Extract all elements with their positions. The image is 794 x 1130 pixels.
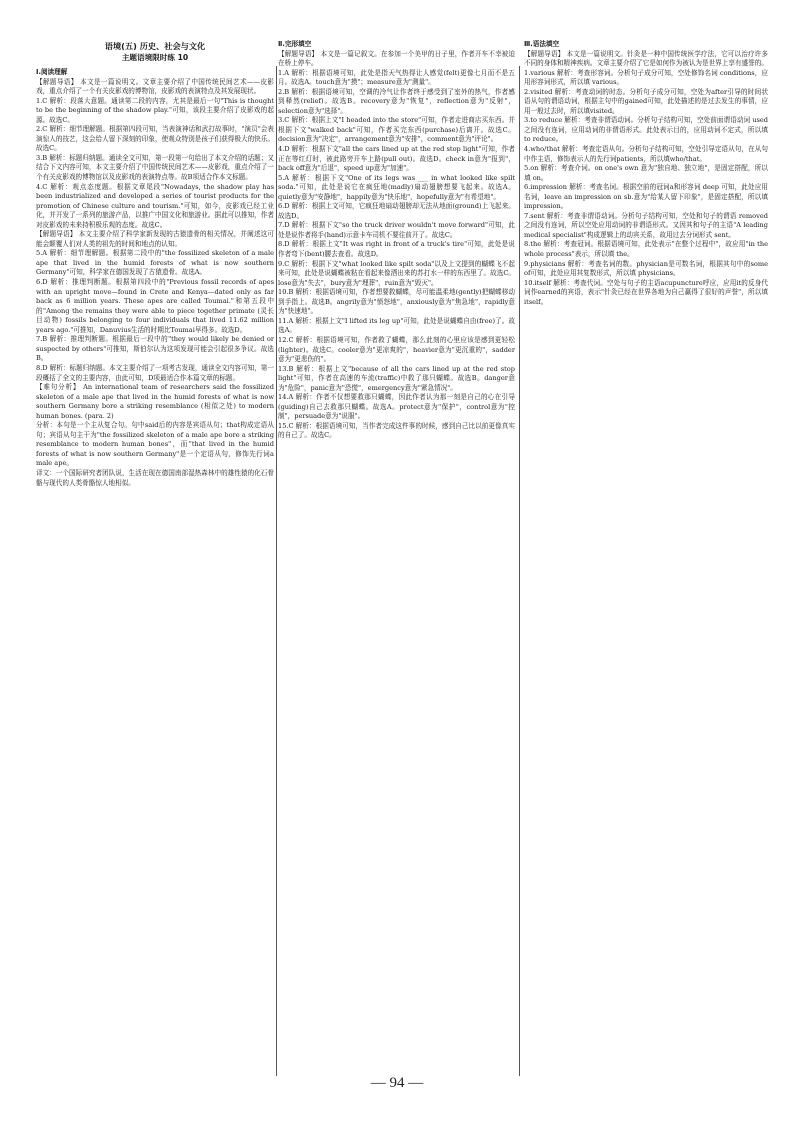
answer-paragraph: 1.C 解析：段落大意题。通读第二段的内容，尤其是最后一句"This is thought to be the beginning of the shadow play."可知，该段主要介绍了皮影戏的起源。故选C。 <box>36 96 274 124</box>
column-cloze <box>278 40 515 710</box>
answer-paragraph: 10.itself 解析：考查代词。空处与句子的主语acupuncture呼应，应用it的反身代词作earned的宾语，表示"针灸已经在世界各地为自己赢得了很好的声誉"，所以填 itself。 <box>524 278 768 306</box>
answer-paragraph: 10.B 解析：根据语境可知，作者想要救蝴蝶，尽可能温柔地(gently)把蝴蝶移动到手指上。故选B。angrily意为"愤怒地"，anxiously意为"焦急地"，rapidly意为"快速地"。 <box>278 288 515 316</box>
part-title: Ⅰ.阅读理解 <box>36 68 68 76</box>
answer-paragraph: 9.physicians 解析：考查名词的数。physician是可数名词，根据其句中的some of可知，此处应用其复数形式，所以填 physicians。 <box>524 259 768 278</box>
answer-paragraph: 7.B 解析：推理判断题。根据最后一段中的"they would likely be denied or suspected by others"可推知，斯伯尔认为这项发现可能会引起很多争议。故选B。 <box>36 335 274 363</box>
answer-paragraph: 译文：一个国际研究者团队说，生活在现在德国南部湿热森林中的雄性猿的化石骨骼与现代的人类骨骼惊人地相似。 <box>36 468 274 487</box>
answer-paragraph: 2.B 解析：根据语境可知，空调的冷气让作者终于感受到了室外的热气，作者感到释然(relief)。故选B。recovery意为"恢复"，reflection意为"反射"，selection意为"选择"。 <box>278 87 515 115</box>
answer-paragraph: 15.C 解析：根据语境可知，当作者完成这件事的时候，感到自己比以前更像真实的自己了。故选C。 <box>278 421 515 440</box>
answer-paragraph: 【解题导语】 本文是一篇说明文。文章主要介绍了中国传统民间艺术——皮影戏，重点介绍了一个有关皮影戏的博物馆，皮影戏的表演特点及其发展现状。 <box>36 77 274 96</box>
section-heading: 语境(五) 历史、社会与文化 <box>104 41 206 51</box>
section-subheading: 主题语境限时练 10 <box>121 53 189 62</box>
column-reading <box>36 40 274 740</box>
answer-paragraph: 2.C 解析：细节理解题。根据第四段可知，当表演神话和武打故事时，"演员"会表演惊人的技艺，这会给人留下深刻的印象，使观众特别是孩子们获得极大的快乐。故选C。 <box>36 125 274 153</box>
answer-paragraph: 7.D 解析：根据下文"so the truck driver wouldn't move forward"可知，此处是说作者将手(hand)示意卡车司机不要往前开了。故选C。 <box>278 221 515 239</box>
column-divider-right <box>519 66 520 1076</box>
answer-paragraph: 2.visited 解析：考查动词的时态。分析句子成分可知，空处为after引导的时间状语从句的谓语动词，根据主句中的gained可知，此处描述的是过去发生的事情，应用一般过去时，所以填visited。 <box>524 87 768 115</box>
answer-paragraph: 6.D 解析：根据上文可知，它疯狂地扇动翅膀却无法从地面(ground)上飞起来。故选D。 <box>278 202 515 220</box>
answer-paragraph: 11.A 解析：根据上文"I lifted its leg up"可知，此处是说蝴蝶自由(free)了。故选A。 <box>278 316 515 335</box>
answer-paragraph: 5.on 解析：考查介词。on one's own 意为"独自地、独立地"，是固定搭配，所以填 on。 <box>524 164 768 182</box>
column-grammar <box>524 40 768 510</box>
answer-paragraph: 4.C 解析：观点态度题。根据文章尾段"Nowadays, the shadow play has been industrialized and developed a series of tourist products for the promotion of Chinese culture and tourism."可知，如今，皮影戏已经工业化，并开发了一系列的旅游产品，以推广中国文化和旅游业。据此可以推知，作者对皮影戏的未来持积极乐观的态度。故选C。 <box>36 182 274 229</box>
answer-paragraph: 4.D 解析：根据下文"all the cars lined up at the red stop light"可知，作者正在等红灯时，被此路旁开车上路(pull out)。故选D。check in意为"报到"，back off意为"后退"，speed up意为"加速"。 <box>278 145 515 173</box>
answer-paragraph: 【难句分析】 An international team of researchers said the fossilized skeleton of a male ape that lived in the humid forests of what is now southern Germany bore a striking resemblance (相似之处) to modern human bones. (para. 2) <box>36 383 274 420</box>
answer-paragraph: 6.D 解析：推理判断题。根据第四段中的"Previous fossil records of apes with an upright move—found in Crete and Kenya—dated only as far back as 6 million years. These apes are called Toumai."和第五段中的"Among the remains they were able to piece together primate (灵长目动物) fossils belonging to four individuals that lived 11.62 million years ago."可推知，Danuvius生活的时期比Toumai早得多。故选D。 <box>36 278 274 334</box>
answer-paragraph: 【解题导语】 本文是一篇记叙文。在参加一个美甲的日子里，作者开车不幸被迫在桥上停车。 <box>278 49 515 68</box>
part-title: Ⅱ.完形填空 <box>278 40 312 48</box>
part-title: Ⅲ.语法填空 <box>524 40 560 48</box>
answer-paragraph: 3.C 解析：根据上文"I headed into the store"可知，作者走进商店买东西。并根据下文"walked back"可知，作者买完东西(purchase)后离开。故选C。decision意为"决定"，arrangement意为"安排"，comment意为"评论"。 <box>278 116 515 144</box>
answer-paragraph: 9.C 解析：根据下文"what looked like spilt soda"以及上文提到的蝴蝶飞不起来可知，此处是说蝴蝶被粘在看起来像洒出来的苏打水一样的东西里了。故选C。lose意为"失去"，bury意为"埋葬"，ruin意为"毁灭"。 <box>278 259 515 287</box>
answer-paragraph: 13.B 解析：根据上文"because of all the cars lined up at the red stop light"可知，作者在高速的车流(traffic)中救了那只蝴蝶。故选B。danger意为"危险"，panic意为"恐慌"，emergency意为"紧急情况"。 <box>278 364 515 392</box>
answer-paragraph: 7.sent 解析：考查非谓语动词。分析句子结构可知，空处和句子的谓语 removed 之间没有连词，所以空处应用动词的非谓语形式。又因其和句子的主语"A leading medical specialist"构成逻辑上的动宾关系，故用过去分词形式 sent。 <box>524 211 768 239</box>
answer-paragraph: 5.A 解析：根据下文"One of its legs was ___ in what looked like spilt soda."可知，此处是说它在疯狂地(madly)扇动翅膀想要飞起来。故选A。quietly意为"安静地"，happily意为"快乐地"，hopefully意为"有希望地"。 <box>278 173 515 201</box>
answer-paragraph: 3.B 解析：标题归纳题。通读全文可知，第一段第一句给出了本文介绍的话题；又结合下文内容可知，本文主要介绍了中国传统民间艺术——皮影戏，重点介绍了一个有关皮影戏的博物馆以及皮影戏的表演特点等。故B项适合作本文标题。 <box>36 153 274 182</box>
answer-paragraph: 8.D 解析：标题归纳题。本文主要介绍了一项考古发现，通读全文内容可知，第一段概括了全文的主要内容，由此可知，D项最适合作本篇文章的标题。 <box>36 363 274 382</box>
answer-paragraph: 8.D 解析：根据上文"It was right in front of a truck's tire"可知，此处是说作者弯下(bent)腰去查看。故选D。 <box>278 240 515 259</box>
answer-paragraph: 5.A 解析：细节理解题。根据第二段中的"the fossilized skeleton of a male ape that lived in the humid forests of what is now southern Germany"可知，科学家在德国发现了古猿遗骨。故选A。 <box>36 249 274 277</box>
answer-paragraph: 3.to reduce 解析：考查非谓语动词。分析句子结构可知，空处前面谓语动词 used 之间没有连词，应用动词的非谓语形式。此处表示目的，应用动词不定式，所以填 to reduce。 <box>524 116 768 144</box>
answer-paragraph: 12.C 解析：根据语境可知，作者救了蝴蝶，那么此刻的心里应该是感到更轻松(lighter)。故选C。cooler意为"更凉爽的"，heavier意为"更沉重的"，sadder意为"更悲伤的"。 <box>278 335 515 364</box>
answer-paragraph: 4.who/that 解析：考查定语从句。分析句子结构可知，空处引导定语从句，在从句中作主语，修饰表示人的先行词patients，所以填who/that。 <box>524 145 768 163</box>
answer-paragraph: 【解题导语】 本文是一篇说明文。针灸是一种中国传统医学疗法，它可以治疗许多不同的身体和精神疾病。文章主要介绍了它是如何作为被认为是世界上享有盛誉的。 <box>524 49 768 68</box>
answer-paragraph: 【解题导语】 本文主要介绍了科学家新发现的古猿遗骨的相关情况，并阐述这可能会颠覆人们对人类的祖先的时间和地点的认知。 <box>36 230 274 248</box>
answer-paragraph: 分析：本句是一个主从复合句。句中said后的内容是宾语从句；that构成定语从句；宾语从句主干为"the fossilized skeleton of a male ape bore a striking resemblance to modern human bones"，而"that lived in the humid forests of what is now southern Germany"是一个定语从句，修饰先行词a male ape。 <box>36 421 274 468</box>
answer-paragraph: 6.impression 解析：考查名词。根据空前的冠词a和形容词 deep 可知，此处应用名词，leave an impression on sb.意为"给某人留下印象"，是固定搭配，所以填 impression。 <box>524 183 768 211</box>
answer-paragraph: 1.various 解析：考查形容词。分析句子成分可知，空处修饰名词 conditions，应用形容词形式，所以填 various。 <box>524 68 768 87</box>
page-number: — 94 — <box>370 1075 424 1091</box>
answer-paragraph: 8.the 解析：考查冠词。根据语境可知，此处表示"在整个过程中"，故应用"in the whole process"表示，所以填 the。 <box>524 240 768 259</box>
answer-paragraph: 1.A 解析：根据语境可知，此处是指天气热得让人感觉(felt)更像七月而不是五月。故选A。touch意为"摸"；measure意为"测量"。 <box>278 68 515 87</box>
column-divider-left <box>276 66 277 1076</box>
answer-paragraph: 14.A 解析：作者不仅想要救那只蝴蝶，因此作者认为那一刻是自己的心在引导(guiding)自己去救那只蝴蝶。故选A。protect意为"保护"，control意为"控制"，persuade意为"说服"。 <box>278 393 515 421</box>
